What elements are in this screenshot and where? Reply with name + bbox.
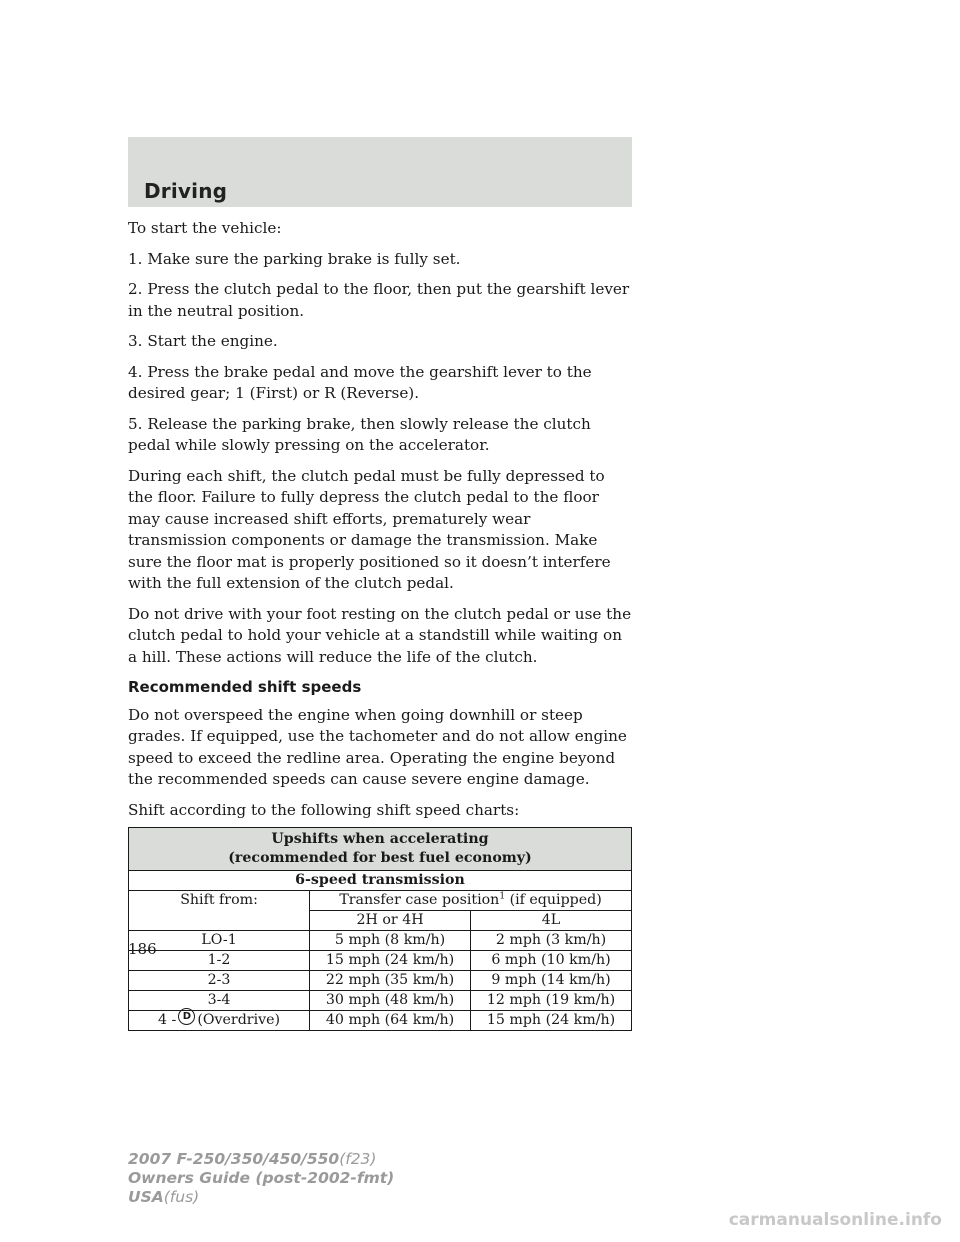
shift-cell: 3-4 [129, 991, 310, 1011]
table-row [129, 971, 632, 991]
page-number: 186 [128, 940, 157, 958]
paragraph: During each shift, the clutch pedal must be fully depressed to the floor. Failure to fully depress the clutch pedal to the floor may cause increased shift efforts, prematurely wear transmission components or damage the transmission. Make sure the floor mat is properly positioned so it doesn’t interfere with the full extension of the clutch pedal. [128, 466, 611, 592]
shift-from-header: Shift from: [129, 891, 310, 911]
footer-line-1 [128, 1150, 394, 1169]
speed-4l-cell: 9 mph (14 km/h) [471, 971, 632, 991]
shift-cell: 2-3 [129, 971, 310, 991]
table-subtitle: 6-speed transmission [129, 871, 632, 891]
paragraph: 2. Press the clutch pedal to the floor, then put the gearshift lever in the neutral position. [128, 280, 630, 320]
transfer-case-header [310, 891, 632, 911]
shift-from-blank [129, 911, 310, 931]
table-row [129, 991, 632, 1011]
table-title-line1: Upshifts when accelerating [271, 831, 489, 847]
section-heading: Recommended shift speeds [128, 678, 362, 696]
footer-market: USA [128, 1188, 164, 1206]
table-row [129, 951, 632, 971]
speed-4l-cell: 2 mph (3 km/h) [471, 931, 632, 951]
footer-market-code: (fus) [163, 1188, 200, 1206]
transfer-case-suffix: (if equipped) [509, 892, 602, 908]
shift-cell: 1-2 [129, 951, 310, 971]
table-header-row [129, 891, 632, 911]
paragraph: To start the vehicle: [128, 219, 282, 237]
col-4l-header: 4L [471, 911, 632, 931]
speed-4l-cell: 15 mph (24 km/h) [471, 1011, 632, 1031]
table-row [129, 931, 632, 951]
footnote-marker: 1 [499, 891, 506, 902]
footer-line-3 [128, 1188, 394, 1207]
shift-prefix: 4 - [158, 1012, 177, 1028]
paragraph: Do not overspeed the engine when going downhill or steep grades. If equipped, use the tachometer and do not allow engine speed to exceed the redline area. Operating the engine beyond the recommended speeds can cause severe engine damage. [128, 705, 627, 788]
section-header-band [128, 137, 632, 207]
speed-2h4h-cell: 40 mph (64 km/h) [310, 1011, 471, 1031]
paragraph: Shift according to the following shift speed charts: [128, 800, 520, 819]
page-content [128, 218, 632, 1031]
paragraph: 3. Start the engine. [128, 332, 278, 350]
paragraph: 5. Release the parking brake, then slowly release the clutch pedal while slowly pressing on the accelerator. [128, 414, 591, 454]
section-title: Driving [144, 179, 228, 203]
speed-2h4h-cell: 15 mph (24 km/h) [310, 951, 471, 971]
table-title-row [129, 828, 632, 871]
shift-cell: LO-1 [129, 931, 310, 951]
watermark-link[interactable]: carmanualsonline.info [728, 1210, 942, 1230]
speed-2h4h-cell: 5 mph (8 km/h) [310, 931, 471, 951]
paragraph: 4. Press the brake pedal and move the gearshift lever to the desired gear; 1 (First) or R (Reverse). [128, 362, 592, 402]
paragraph: 1. Make sure the parking brake is fully set. [128, 249, 461, 268]
document-footer [128, 1150, 394, 1207]
shift-cell [129, 1011, 310, 1031]
speed-4l-cell: 6 mph (10 km/h) [471, 951, 632, 971]
overdrive-icon: D [178, 1008, 195, 1025]
shift-speed-table [128, 827, 632, 1031]
footer-model-code: (f23) [339, 1150, 377, 1168]
table-subheader-row [129, 911, 632, 931]
footer-line-2: Owners Guide (post-2002-fmt) [128, 1169, 395, 1187]
shift-suffix: (Overdrive) [197, 1012, 281, 1028]
col-2h-4h-header: 2H or 4H [310, 911, 471, 931]
speed-2h4h-cell: 22 mph (35 km/h) [310, 971, 471, 991]
speed-2h4h-cell: 30 mph (48 km/h) [310, 991, 471, 1011]
paragraph: Do not drive with your foot resting on the clutch pedal or use the clutch pedal to hold your vehicle at a standstill while waiting on a hill. These actions will reduce the life of the clutch. [128, 604, 632, 666]
table-row [129, 1011, 632, 1031]
table-subtitle-row [129, 871, 632, 891]
transfer-case-label: Transfer case position [339, 892, 500, 908]
footer-model: 2007 F-250/350/450/550 [128, 1150, 340, 1168]
speed-4l-cell: 12 mph (19 km/h) [471, 991, 632, 1011]
table-title [129, 828, 632, 871]
table-title-line2: (recommended for best fuel economy) [228, 850, 532, 866]
